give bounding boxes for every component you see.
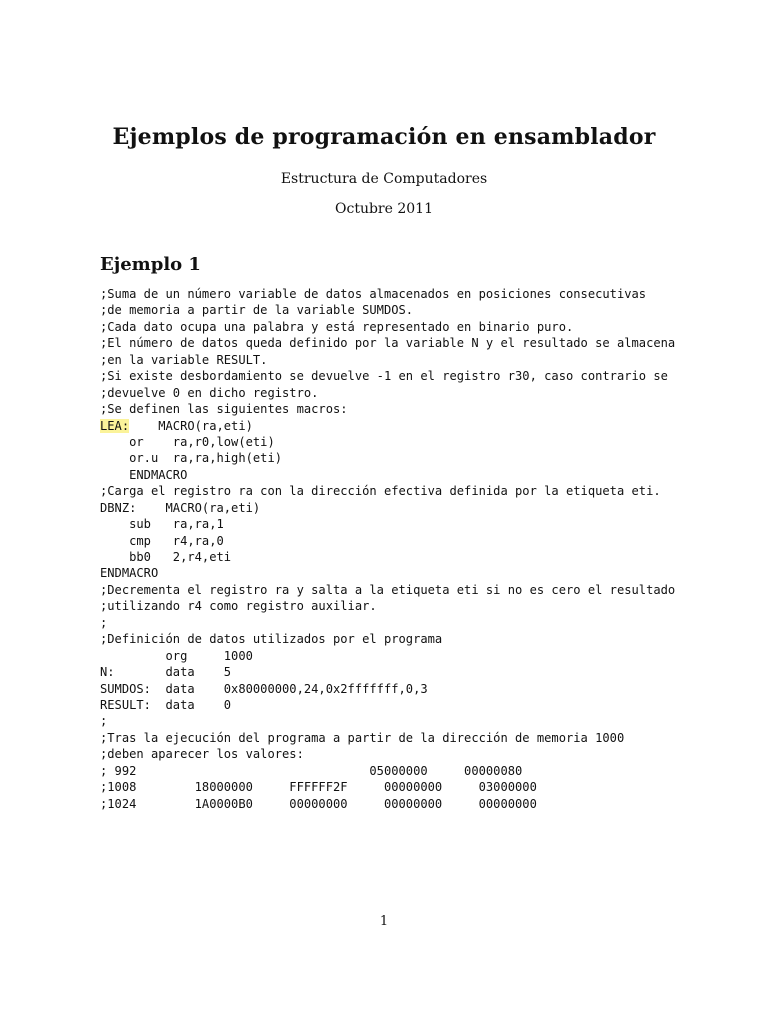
code-line: DBNZ: MACRO(ra,eti) (100, 500, 261, 515)
page-number: 1 (379, 914, 389, 929)
code-line: ;de memoria a partir de la variable SUMDOS. (100, 303, 414, 318)
document-subtitle: Estructura de Computadores (280, 171, 488, 187)
code-line: ;en la variable RESULT. (100, 352, 268, 367)
code-line: ; (100, 714, 108, 729)
code-line: ;El número de datos queda definido por la variable N y el resultado se almacena (100, 336, 676, 351)
code-line-rest: MACRO(ra,eti) (129, 418, 253, 433)
code-line: ENDMACRO (100, 467, 188, 482)
code-line: ;Si existe desbordamiento se devuelve -1 en el registro r30, caso contrario se (100, 369, 668, 384)
code-line: org 1000 (100, 648, 253, 663)
code-line: ;deben aparecer los valores: (100, 747, 304, 762)
code-line: ;Suma de un número variable de datos almacenados en posiciones consecutivas (100, 287, 647, 301)
document-date: Octubre 2011 (335, 201, 433, 217)
code-line-lea (100, 418, 720, 434)
code-line: ;1008 18000000 FFFFFF2F 00000000 03000000 (100, 780, 537, 795)
code-line: ; 992 05000000 00000080 (100, 763, 523, 778)
code-line: N: data 5 (100, 665, 232, 680)
code-line: ;Cada dato ocupa una palabra y está representado en binario puro. (100, 319, 574, 334)
code-line: RESULT: data 0 (100, 697, 232, 712)
code-line: or.u ra,ra,high(eti) (100, 451, 283, 466)
code-line: ;utilizando r4 como registro auxiliar. (100, 599, 377, 614)
code-line: SUMDOS: data 0x80000000,24,0x2fffffff,0,3 (100, 681, 428, 696)
code-line: ;Se definen las siguientes macros: (100, 402, 348, 417)
code-line: ;Carga el registro ra con la dirección efectiva definida por la etiqueta eti. (100, 484, 661, 499)
code-line: sub ra,ra,1 (100, 517, 224, 532)
code-line: ;devuelve 0 en dicho registro. (100, 385, 319, 400)
section-heading: Ejemplo 1 (100, 254, 201, 275)
code-line: ;Decrementa el registro ra y salta a la etiqueta eti si no es cero el resultado (100, 582, 676, 597)
code-line: ;Tras la ejecución del programa a partir de la dirección de memoria 1000 (100, 730, 625, 745)
document-title: Ejemplos de programación en ensamblador (112, 124, 656, 150)
code-line: ; (100, 615, 108, 630)
code-line: ;Definición de datos utilizados por el programa (100, 632, 443, 647)
code-line: ENDMACRO (100, 566, 159, 581)
code-line: cmp r4,ra,0 (100, 533, 224, 548)
code-line: bb0 2,r4,eti (100, 550, 232, 564)
code-line: or ra,r0,low(eti) (100, 434, 275, 449)
highlighted-label: LEA: (100, 418, 130, 433)
code-line: ;1024 1A0000B0 00000000 00000000 00000000 (100, 796, 537, 811)
code-listing (100, 286, 720, 812)
